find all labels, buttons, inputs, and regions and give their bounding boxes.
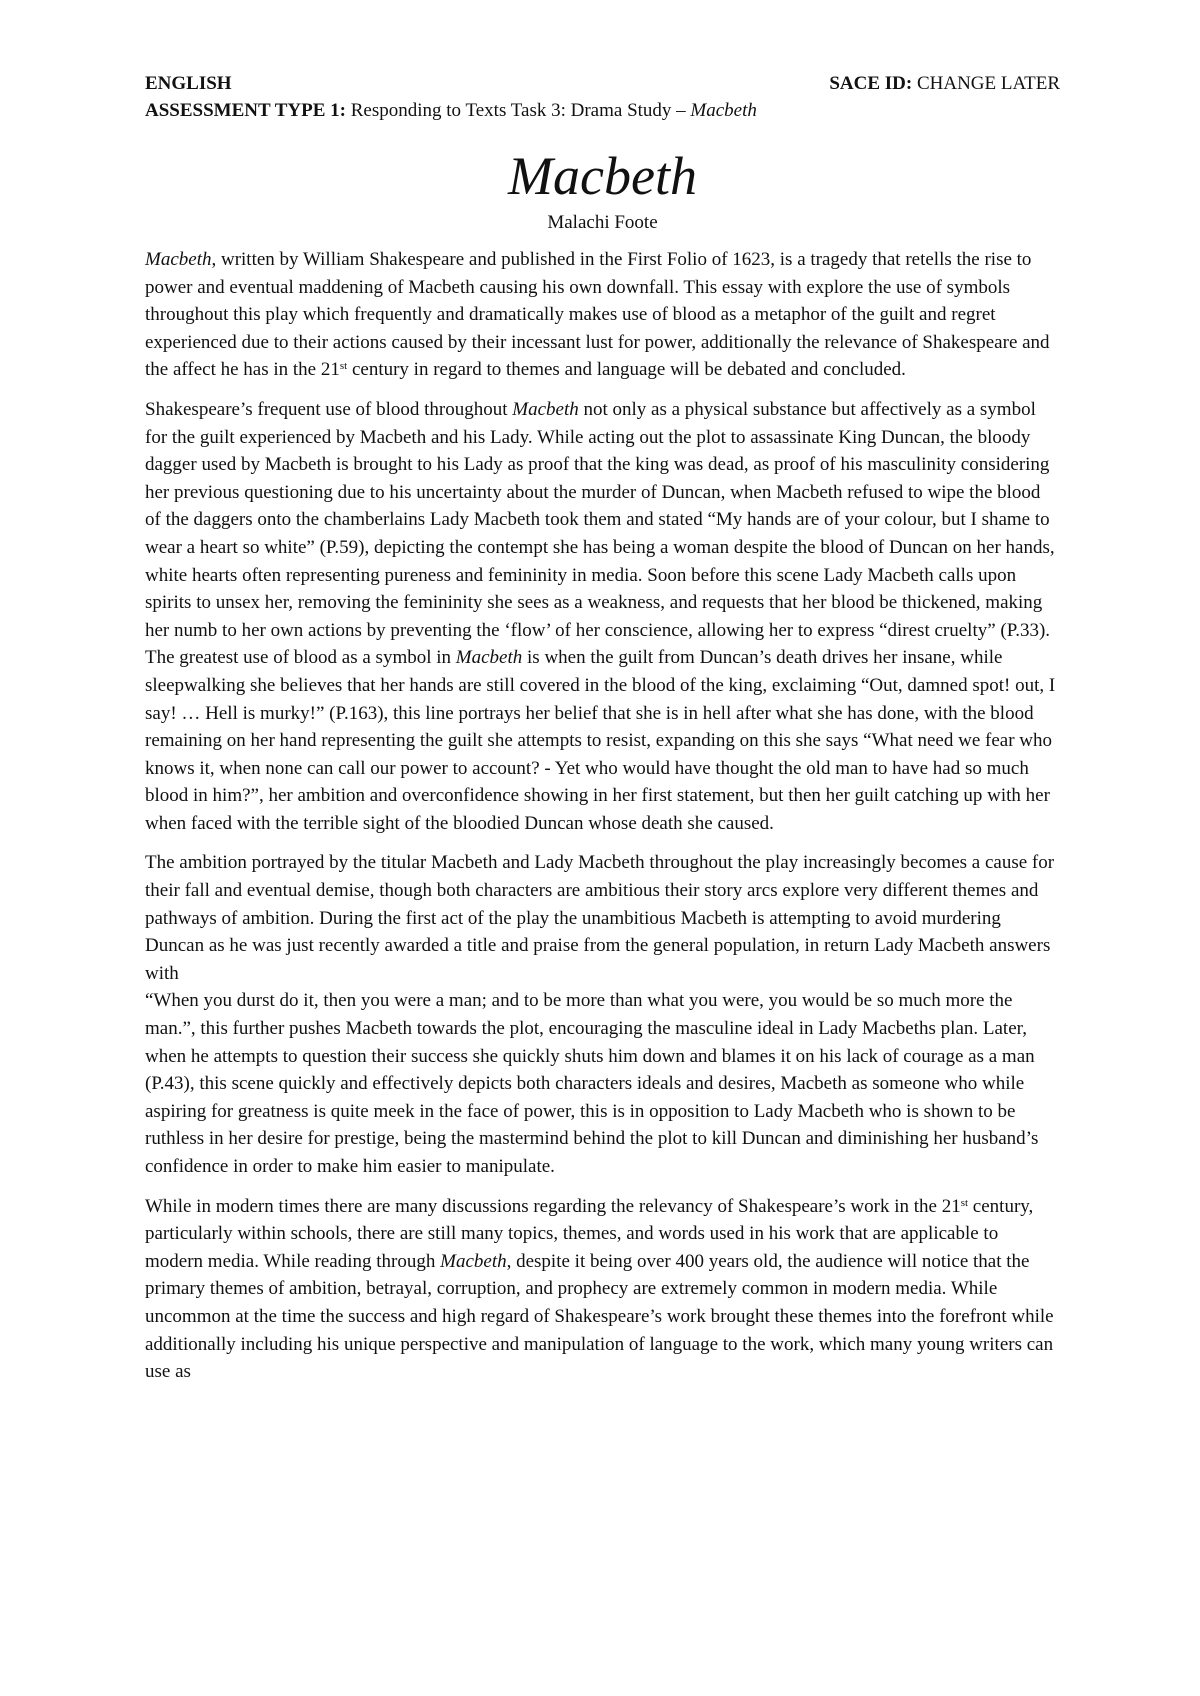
assessment-text: Responding to Texts Task 3: Drama Study – <box>350 100 691 121</box>
italic-title-ref: Macbeth <box>440 1250 507 1272</box>
paragraph-text: “When you durst do it, then you were a man; and to be more than what you were, you would be so much more the man.”, this further pushes Macbeth towards the plot, encouraging the masculine ideal in Lady Macbeths plan. Later, when he attempts to question their success she quickly shuts him down and blames it on his lack of courage as a man (P.43), this scene quickly and effectively depicts both characters ideals and desires, Macbeth as someone who while aspiring for greatness is quite meek in the face of power, this is in opposition to Lady Macbeth who is shown to be ruthless in her desire for prestige, being the mastermind behind the plot to kill Duncan and diminishing her husband’s confidence in order to make him easier to manipulate. <box>145 990 1039 1177</box>
sace-id-value: CHANGE LATER <box>916 73 1060 94</box>
document-title: Macbeth <box>508 146 697 206</box>
assessment-line <box>145 97 1060 124</box>
author-name: Malachi Foote <box>547 212 658 233</box>
paragraph-text: not only as a physical substance but affectively as a symbol for the guilt experienced by Macbeth and his Lady. While acting out the plot to assassinate King Duncan, the bloody dagger used by Macbeth is brought to his Lady as proof that the king was dead, as proof of his masculinity considering her previous questioning due to his uncertainty about the murder of Duncan, when Macbeth refused to wipe the blood of the daggers onto the chamberlains Lady Macbeth took them and stated “My hands are of your colour, but I shame to wear a heart so white” (P.59), depicting the contempt she has being a woman despite the blood of Duncan on her hands, white hearts often representing pureness and femininity in media. Soon before this scene Lady Macbeth calls upon spirits to unsex her, removing the femininity she sees as a weakness, and requests that her blood be thickened, making her numb to her own actions by preventing the ‘flow’ of her conscience, allowing her to express “direst cruelty” (P.33). The greatest use of blood as a symbol in <box>145 398 1055 669</box>
paragraph-text: Shakespeare’s frequent use of blood throughout <box>145 398 513 420</box>
document-page <box>145 70 1060 1398</box>
italic-title-ref: Macbeth <box>512 398 579 420</box>
subject-label: ENGLISH <box>145 73 232 94</box>
superscript: st <box>960 1196 969 1209</box>
paragraph-text: is when the guilt from Duncan’s death drives her insane, while sleepwalking she believes that her hands are still covered in the blood of the king, exclaiming “Out, damned spot! out, I say! … Hell is murky!” (P.163), this line portrays her belief that she is in hell after what she has done, with the blood remaining on her hand representing the guilt she attempts to resist, expanding on this she says “What need we fear who knows it, when none can call our power to account? - Yet who would have thought the old man to have had so much blood in him?”, her ambition and overconfidence showing in her first statement, but then her guilt catching up with her when faced with the terrible sight of the bloodied Duncan whose death she caused. <box>145 647 1056 834</box>
assessment-label: ASSESSMENT TYPE 1: <box>145 100 346 121</box>
paragraph-text: The ambition portrayed by the titular Macbeth and Lady Macbeth throughout the play increasingly becomes a cause for their fall and eventual demise, though both characters are ambitious their story arcs explore very different themes and pathways of ambition. During the first act of the play the unambitious Macbeth is attempting to avoid murdering Duncan as he was just recently awarded a title and praise from the general population, in return Lady Macbeth answers with <box>145 852 1055 984</box>
italic-title-ref: Macbeth <box>145 249 212 270</box>
superscript: st <box>339 360 348 373</box>
sace-id <box>829 70 1060 97</box>
paragraph-text: While in modern times there are many discussions regarding the relevancy of Shakespeare’s work in the 21 <box>145 1195 961 1217</box>
paragraph-2 <box>145 396 1060 838</box>
paragraph-3 <box>145 849 1060 1180</box>
assessment-italic: Macbeth <box>690 100 757 121</box>
italic-title-ref: Macbeth <box>455 647 523 669</box>
paragraph-text: , despite it being over 400 years old, the audience will notice that the primary themes of ambition, betrayal, corruption, and prophecy are extremely common in modern media. While uncommon at the time the success and high regard of Shakespeare’s work brought these themes into the forefront while additionally including his unique perspective and manipulation of language to the work, which many young writers can use as <box>145 1250 1054 1383</box>
paragraph-text: , written by William Shakespeare and published in the First Folio of 1623, is a tragedy that retells the rise to power and eventual maddening of Macbeth causing his own downfall. This essay with explore the use of symbols throughout this play which frequently and dramatically makes use of blood as a metaphor of the guilt and regret experienced due to their actions caused by their incessant lust for power, additionally the relevance of Shakespeare and the affect he has in the 21 <box>145 249 1050 381</box>
paragraph-text: century in regard to themes and language will be debated and concluded. <box>347 359 906 381</box>
paragraph-4 <box>145 1193 1060 1386</box>
paragraph-1 <box>145 246 1060 384</box>
assessment-type <box>145 97 757 124</box>
paragraph-text: century, particularly within schools, there are still many topics, themes, and words used in his work that are applicable to modern media. While reading through <box>145 1195 1034 1272</box>
header-top-line <box>145 70 1060 97</box>
sace-id-label: SACE ID: <box>829 73 913 94</box>
